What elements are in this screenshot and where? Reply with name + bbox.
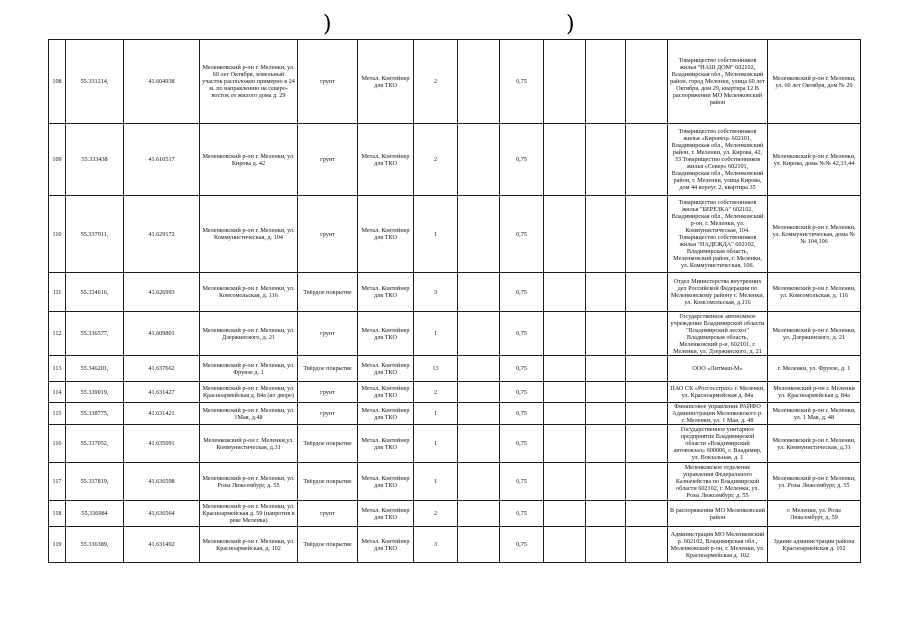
container-type-cell: Метал. Контейнер для ТКО bbox=[358, 124, 414, 196]
empty-cell bbox=[586, 425, 626, 463]
row-number: 119 bbox=[49, 527, 66, 563]
table-row bbox=[49, 527, 861, 563]
address-cell: Меленковский р-он г. Меленки, ул. 60 лет Октября, земельный участок расположен примерно в 24 м. по направлению на северо-восток от жилого дома д. 29 bbox=[200, 40, 298, 124]
row-number: 113 bbox=[49, 356, 66, 382]
empty-cell bbox=[586, 403, 626, 425]
container-count-cell: 1 bbox=[414, 403, 458, 425]
latitude-cell: 55.333438 bbox=[66, 124, 124, 196]
surface-cell: Твёрдое покрытие bbox=[298, 527, 358, 563]
surface-cell: грунт bbox=[298, 196, 358, 273]
latitude-cell: 55.346201, bbox=[66, 356, 124, 382]
empty-cell bbox=[544, 403, 586, 425]
container-count-cell: 3 bbox=[414, 527, 458, 563]
empty-cell bbox=[626, 527, 668, 563]
row-number: 114 bbox=[49, 382, 66, 403]
empty-cell bbox=[586, 356, 626, 382]
punch-hole-right-mark: ) bbox=[566, 12, 575, 37]
volume-cell: 0,75 bbox=[500, 501, 544, 527]
surface-cell: грунт bbox=[298, 312, 358, 356]
container-count-cell: 13 bbox=[414, 356, 458, 382]
empty-cell bbox=[544, 124, 586, 196]
volume-cell: 0,75 bbox=[500, 463, 544, 501]
empty-cell bbox=[626, 403, 668, 425]
volume-cell: 0,75 bbox=[500, 196, 544, 273]
owner-cell: Отдел Министерства внутренних дел Российской Федерации по Меленковскому району г. Меленки, ул. Комсомольская, д.116 bbox=[668, 273, 768, 312]
container-count-cell: 1 bbox=[414, 196, 458, 273]
latitude-cell: 55.336577, bbox=[66, 312, 124, 356]
waste-source-cell: Здание администрации района Красноармейская д. 102 bbox=[768, 527, 861, 563]
table-row bbox=[49, 501, 861, 527]
owner-cell: Меленковское отделение управления Федерального Казначейства по Владимирской области 602102, г. Меленки, ул. Розы Люксембург, д. 55 bbox=[668, 463, 768, 501]
empty-cell bbox=[458, 356, 500, 382]
address-cell: Меленковский р-он г. Меленки, ул. Красноармейская д. 84а (во дворе) bbox=[200, 382, 298, 403]
empty-cell bbox=[544, 312, 586, 356]
surface-cell: грунт bbox=[298, 124, 358, 196]
empty-cell bbox=[544, 40, 586, 124]
surface-cell: грунт bbox=[298, 382, 358, 403]
volume-cell: 0,75 bbox=[500, 312, 544, 356]
longitude-cell: 41.636598 bbox=[124, 463, 200, 501]
latitude-cell: 55,336984 bbox=[66, 501, 124, 527]
latitude-cell: 55.337911, bbox=[66, 196, 124, 273]
empty-cell bbox=[458, 196, 500, 273]
container-type-cell: Метал. Контейнер для ТКО bbox=[358, 463, 414, 501]
empty-cell bbox=[544, 501, 586, 527]
container-type-cell: Метал. Контейнер для ТКО bbox=[358, 382, 414, 403]
latitude-cell: 55.339019, bbox=[66, 382, 124, 403]
address-cell: Меленковский р-он г. Меленки, ул. Коммунистическая, д. 104 bbox=[200, 196, 298, 273]
latitude-cell: 55.336389, bbox=[66, 527, 124, 563]
row-number: 110 bbox=[49, 196, 66, 273]
empty-cell bbox=[458, 273, 500, 312]
table-row bbox=[49, 40, 861, 124]
empty-cell bbox=[586, 382, 626, 403]
owner-cell: Товарищество собственников жилья "НАШ ДОМ" 602102, Владимирская обл., Меленковский район, город Меленки, улица 60 лет Октября, дом 29, квартира 12 В распоряжении МО Меленковский район bbox=[668, 40, 768, 124]
address-cell: Меленковский р-он г. Меленки,ул. Коммунистическая, д.31 bbox=[200, 425, 298, 463]
table-row bbox=[49, 196, 861, 273]
container-count-cell: 1 bbox=[414, 463, 458, 501]
longitude-cell: 41.604938 bbox=[124, 40, 200, 124]
volume-cell: 0,75 bbox=[500, 273, 544, 312]
address-cell: Меленковский р-он г. Меленки, ул. Комсомольская, д. 116 bbox=[200, 273, 298, 312]
table-row bbox=[49, 463, 861, 501]
waste-source-cell: Меленковский р-он г. Меленки, ул. Коммунистическая, д.31 bbox=[768, 425, 861, 463]
empty-cell bbox=[458, 501, 500, 527]
row-number: 108 bbox=[49, 40, 66, 124]
empty-cell bbox=[626, 463, 668, 501]
container-type-cell: Метал. Контейнер для ТКО bbox=[358, 40, 414, 124]
surface-cell: Твёрдое покрытие bbox=[298, 425, 358, 463]
surface-cell: Твёрдое покрытие bbox=[298, 463, 358, 501]
table-row bbox=[49, 124, 861, 196]
container-count-cell: 2 bbox=[414, 124, 458, 196]
address-cell: Меленковский р-он г. Меленки, ул. Фрунзе д. 1 bbox=[200, 356, 298, 382]
waste-source-cell: г. Меленки, ул. Фрунзе, д. 1 bbox=[768, 356, 861, 382]
longitude-cell: 41.609801 bbox=[124, 312, 200, 356]
owner-cell: В распоряжении МО Меленковский район bbox=[668, 501, 768, 527]
table-row bbox=[49, 382, 861, 403]
empty-cell bbox=[626, 273, 668, 312]
waste-source-cell: Меленковский р-он г. Меленки, ул. Коммунистическая, дома №№ 104,106 bbox=[768, 196, 861, 273]
row-number: 118 bbox=[49, 501, 66, 527]
waste-source-cell: Меленковский р-он г. Меленки, ул. 60 лет Октября, дом № 29 bbox=[768, 40, 861, 124]
empty-cell bbox=[626, 382, 668, 403]
owner-cell: Товарищество собственников жилья "БЕРЕЗКА" 602102, Владимирская обл., Меленковский р-он, г. Меленки, ул. Коммунистическая, 104. Товарищество собственников жилья "НАДЕЖДА" 602102, Владимирская область, Меленковский район, г. Меленки, ул. Коммунистическая, 106. bbox=[668, 196, 768, 273]
longitude-cell: 41.637662 bbox=[124, 356, 200, 382]
latitude-cell: 55.331214, bbox=[66, 40, 124, 124]
waste-source-cell: Меленковский р-он г. Меленки, ул. 1 Мая, д. 48 bbox=[768, 403, 861, 425]
container-type-cell: Метал. Контейнер для ТКО bbox=[358, 196, 414, 273]
address-cell: Меленковский р-он г. Меленки, ул. Красноармейская д. 59 (напротив в реке Меленка) bbox=[200, 501, 298, 527]
container-count-cell: 1 bbox=[414, 425, 458, 463]
waste-source-cell: Меленковский р-он г. Меленки ул. Красноармейская д. 84а bbox=[768, 382, 861, 403]
empty-cell bbox=[458, 463, 500, 501]
latitude-cell: 55.337819, bbox=[66, 463, 124, 501]
surface-cell: Твёрдое покрытие bbox=[298, 273, 358, 312]
row-number: 111 bbox=[49, 273, 66, 312]
waste-source-cell: Меленковский р-он г. Меленки, ул. Розы Люксембург, д. 55 bbox=[768, 463, 861, 501]
row-number: 115 bbox=[49, 403, 66, 425]
container-type-cell: Метал. Контейнер для ТКО bbox=[358, 273, 414, 312]
row-number: 112 bbox=[49, 312, 66, 356]
empty-cell bbox=[544, 463, 586, 501]
waste-source-cell: Меленковский р-он г. Меленки, ул. Кирова, дома №№ 42,33,44 bbox=[768, 124, 861, 196]
empty-cell bbox=[626, 124, 668, 196]
empty-cell bbox=[458, 312, 500, 356]
empty-cell bbox=[544, 273, 586, 312]
container-type-cell: Метал. Контейнер для ТКО bbox=[358, 403, 414, 425]
owner-cell: ООО «Литмаш-М» bbox=[668, 356, 768, 382]
container-count-cell: 2 bbox=[414, 40, 458, 124]
empty-cell bbox=[544, 196, 586, 273]
table-row bbox=[49, 273, 861, 312]
empty-cell bbox=[586, 273, 626, 312]
container-count-cell: 2 bbox=[414, 501, 458, 527]
longitude-cell: 41,636564 bbox=[124, 501, 200, 527]
waste-source-cell: Меленковский р-он г. Меленки, ул. Комсомольская, д. 116 bbox=[768, 273, 861, 312]
empty-cell bbox=[458, 382, 500, 403]
longitude-cell: 41.626993 bbox=[124, 273, 200, 312]
volume-cell: 0,75 bbox=[500, 356, 544, 382]
address-cell: Меленковский р-он г. Меленки, ул. 1Мая, д.48 bbox=[200, 403, 298, 425]
surface-cell: грунт bbox=[298, 501, 358, 527]
owner-cell: Финансовое управление РАЙФО Администрации Меленковского р. г. Меленки, ул. 1 Мая, д. 48 bbox=[668, 403, 768, 425]
longitude-cell: 41.635091 bbox=[124, 425, 200, 463]
address-cell: Меленковский р-он г. Меленки, ул. Розы Люксембург, д. 55 bbox=[200, 463, 298, 501]
volume-cell: 0,75 bbox=[500, 124, 544, 196]
empty-cell bbox=[458, 124, 500, 196]
surface-cell: Твёрдое покрытие bbox=[298, 356, 358, 382]
empty-cell bbox=[626, 356, 668, 382]
container-type-cell: Метал. Контейнер для ТКО bbox=[358, 527, 414, 563]
longitude-cell: 41.631427 bbox=[124, 382, 200, 403]
volume-cell: 0,75 bbox=[500, 382, 544, 403]
container-type-cell: Метал. Контейнер для ТКО bbox=[358, 312, 414, 356]
empty-cell bbox=[458, 403, 500, 425]
waste-source-cell: г. Меленки, ул. Розы Люксембург, д. 59 bbox=[768, 501, 861, 527]
longitude-cell: 41.631421 bbox=[124, 403, 200, 425]
table-row bbox=[49, 356, 861, 382]
address-cell: Меленковский р-он г. Меленки, ул. Дзержинского, д. 21 bbox=[200, 312, 298, 356]
empty-cell bbox=[458, 425, 500, 463]
row-number: 109 bbox=[49, 124, 66, 196]
volume-cell: 0,75 bbox=[500, 403, 544, 425]
empty-cell bbox=[458, 40, 500, 124]
longitude-cell: 41.610517 bbox=[124, 124, 200, 196]
address-cell: Меленковский р-он г. Меленки, ул. Красноармейская, д. 102 bbox=[200, 527, 298, 563]
empty-cell bbox=[586, 527, 626, 563]
empty-cell bbox=[544, 356, 586, 382]
row-number: 116 bbox=[49, 425, 66, 463]
longitude-cell: 41.629172 bbox=[124, 196, 200, 273]
empty-cell bbox=[586, 124, 626, 196]
empty-cell bbox=[544, 425, 586, 463]
container-type-cell: Метал. Контейнер для ТКО bbox=[358, 356, 414, 382]
empty-cell bbox=[544, 527, 586, 563]
latitude-cell: 55.338775, bbox=[66, 403, 124, 425]
owner-cell: Товарищество собственников жилья «Кировец» 602101, Владимирская обл., Меленковский район, г. Меленки, ул. Кирова, 42, 33 Товарищество собственников жилья «Север» 602101, Владимирская обл., Меленковский район, г. Меленки, улица Кирова, дом 44 корпус 2, квартира 35 bbox=[668, 124, 768, 196]
latitude-cell: 55.334616, bbox=[66, 273, 124, 312]
volume-cell: 0,75 bbox=[500, 527, 544, 563]
volume-cell: 0,75 bbox=[500, 425, 544, 463]
empty-cell bbox=[458, 527, 500, 563]
empty-cell bbox=[626, 501, 668, 527]
empty-cell bbox=[586, 312, 626, 356]
empty-cell bbox=[586, 40, 626, 124]
empty-cell bbox=[586, 463, 626, 501]
waste-sites-register-table bbox=[48, 39, 861, 563]
empty-cell bbox=[626, 312, 668, 356]
empty-cell bbox=[544, 382, 586, 403]
table-row bbox=[49, 403, 861, 425]
longitude-cell: 41.631492 bbox=[124, 527, 200, 563]
owner-cell: Государственное унитарное предприятие Владимирской области «Владимирский автовокзал» 600006, г. Владимир, ул. Вокзальная, д. 1 bbox=[668, 425, 768, 463]
owner-cell: Администрация МО Меленковский р. 602102, Владимирская обл., Меленковский р-он, г. Меленки, ул. Красноармейская д. 102 bbox=[668, 527, 768, 563]
empty-cell bbox=[626, 40, 668, 124]
volume-cell: 0,75 bbox=[500, 40, 544, 124]
container-count-cell: 1 bbox=[414, 312, 458, 356]
row-number: 117 bbox=[49, 463, 66, 501]
address-cell: Меленковский р-он г. Меленки, ул. Кирова д. 42 bbox=[200, 124, 298, 196]
surface-cell: грунт bbox=[298, 40, 358, 124]
owner-cell: ПАО СК «Росгосстрах» г. Меленки, ул. Красноармейская д. 84а bbox=[668, 382, 768, 403]
container-count-cell: 2 bbox=[414, 382, 458, 403]
table-row bbox=[49, 425, 861, 463]
empty-cell bbox=[626, 196, 668, 273]
empty-cell bbox=[586, 196, 626, 273]
empty-cell bbox=[586, 501, 626, 527]
container-count-cell: 3 bbox=[414, 273, 458, 312]
container-type-cell: Метал. Контейнер для ТКО bbox=[358, 501, 414, 527]
latitude-cell: 55.337052, bbox=[66, 425, 124, 463]
surface-cell: грунт bbox=[298, 403, 358, 425]
container-type-cell: Метал. Контейнер для ТКО bbox=[358, 425, 414, 463]
punch-hole-left-mark: ) bbox=[323, 12, 332, 37]
owner-cell: Государственное автономное учреждение Владимирской области "Владимирский лесхоз" Владимирская область, Меленковский р-н, 602101, г. Меленки, ул. Дзержинского, д. 21 bbox=[668, 312, 768, 356]
table-row bbox=[49, 312, 861, 356]
waste-source-cell: Меленковский р-он г. Меленки, ул. Дзержинского, д. 21 bbox=[768, 312, 861, 356]
empty-cell bbox=[626, 425, 668, 463]
